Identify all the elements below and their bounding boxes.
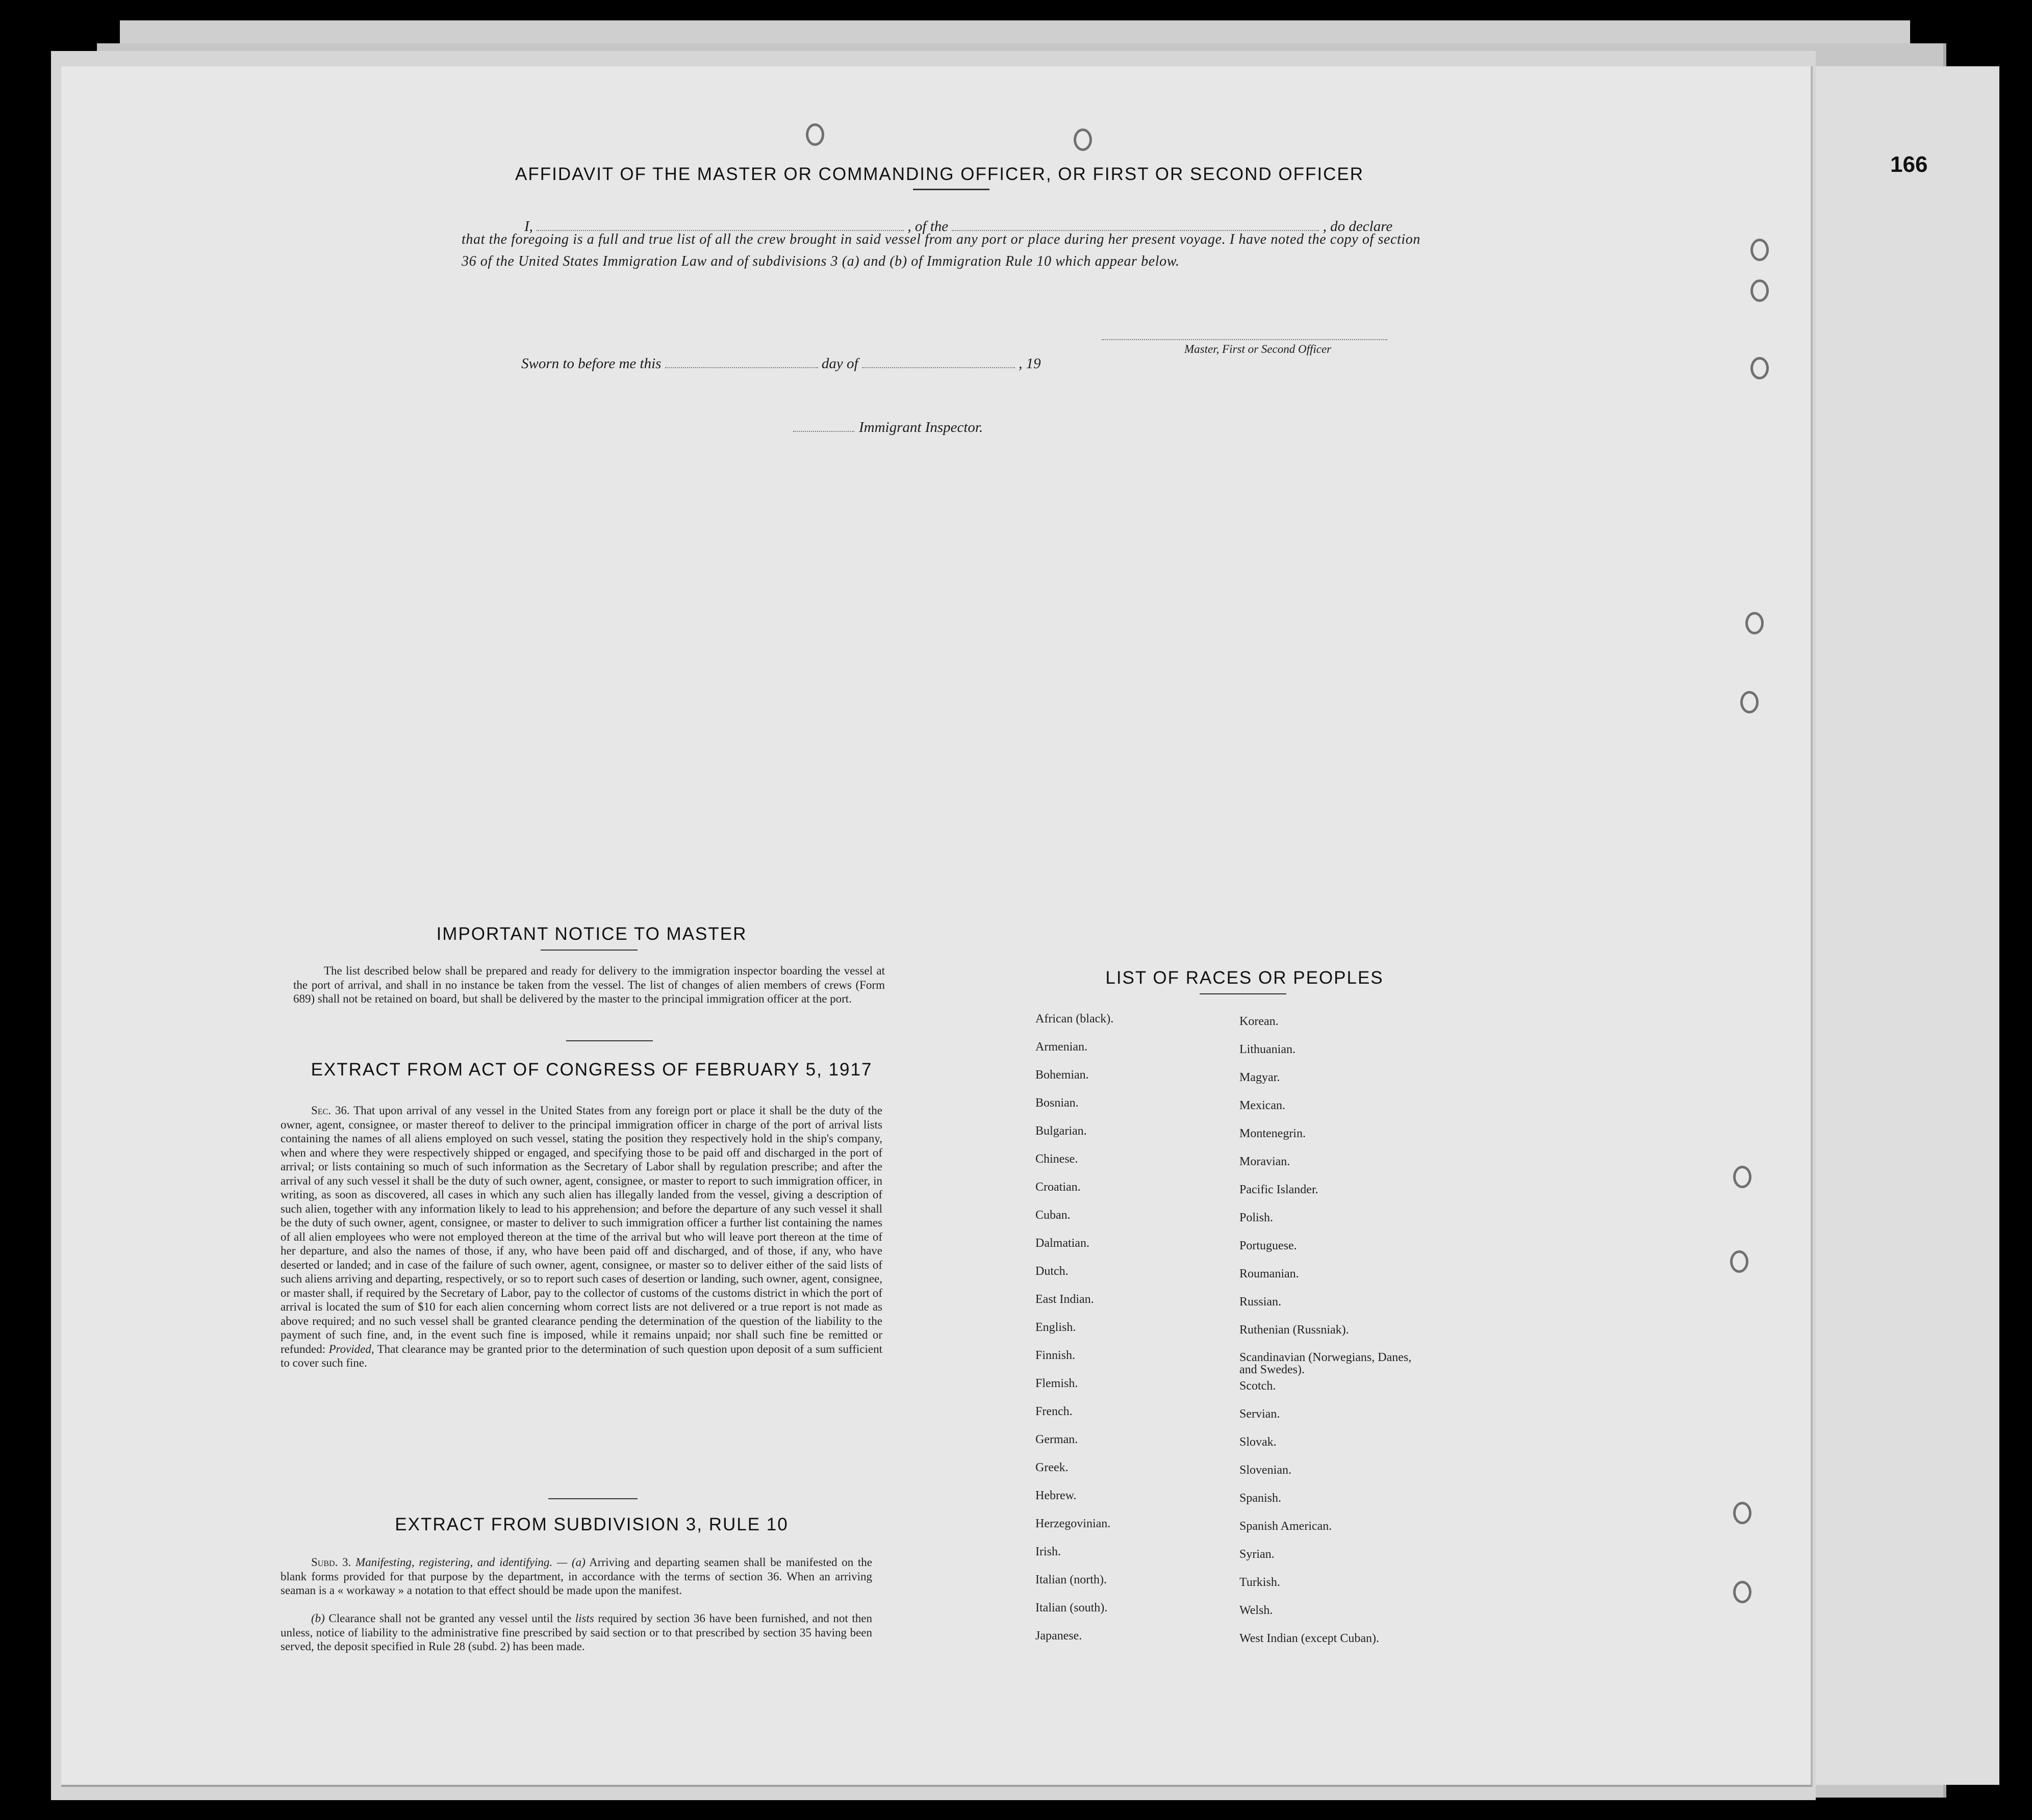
inspector-caption: Immigrant Inspector. (859, 419, 983, 435)
subd-b-text-1: Clearance shall not be granted any vessel until the (328, 1612, 572, 1625)
race-entry: Herzegovinian. (1035, 1517, 1111, 1530)
race-entry: Turkish. (1239, 1576, 1280, 1589)
inspector-signature-line[interactable] (793, 431, 854, 432)
race-entry: Russian. (1239, 1295, 1282, 1309)
affidavit-of-the: , of the (907, 218, 949, 235)
race-entry: Moravian. (1239, 1155, 1290, 1168)
race-entry: Polish. (1239, 1211, 1274, 1224)
race-entry: Finnish. (1035, 1349, 1076, 1362)
section-divider (566, 1040, 653, 1041)
sworn-prefix: Sworn to before me this (521, 355, 662, 372)
sworn-day-of: day of (821, 355, 858, 372)
signature-line[interactable] (1102, 339, 1387, 340)
punch-hole (1750, 279, 1769, 302)
race-entry: Italian (south). (1035, 1601, 1108, 1614)
signature-caption: Master, First or Second Officer (1184, 343, 1332, 355)
race-entry: French. (1035, 1405, 1073, 1418)
affidavit-i: I, (524, 218, 533, 235)
page-number: 166 (1890, 152, 1928, 177)
race-entry: Servian. (1239, 1407, 1280, 1421)
notice-body: The list described below shall be prepared and ready for delivery to the immigration inspector boarding the vessel at the port of arrival, and shall in no instance be taken from the vessel. The list of changes of alien members of crews (Form 689) shall not be retained on board, but shall be delivered by the master to the principal immigration officer at the port. (293, 964, 885, 1005)
provided-label: Provided, (328, 1342, 374, 1355)
race-entry: Scandinavian (Norwegians, Danes, and Swedes). (1239, 1351, 1412, 1376)
race-entry: Bohemian. (1035, 1068, 1089, 1082)
subd-b-text-2: required by section 36 have been furnished, and not then unless, notice of liability to the administrative fine prescribed by said section or to that prescribed by section 35 having been served, the deposit specified in Rule 28 (subd. 2) has been made. (281, 1612, 873, 1653)
act-extract-heading: EXTRACT FROM ACT OF CONGRESS OF FEBRUARY 5, 1917 (311, 1060, 873, 1080)
heading-rule (541, 950, 638, 951)
provided-text: That clearance may be granted prior to the determination of such question upon deposit of a sum sufficient to cover such fine. (281, 1342, 882, 1369)
adjacent-page (1816, 66, 1999, 1785)
race-entry: West Indian (except Cuban). (1239, 1632, 1379, 1645)
punch-hole (1750, 239, 1769, 261)
race-entry: Slovak. (1239, 1436, 1277, 1449)
race-entry: East Indian. (1035, 1293, 1094, 1306)
race-entry: Greek. (1035, 1461, 1069, 1474)
race-entry: Portuguese. (1239, 1239, 1297, 1252)
races-left-column (1035, 1012, 1260, 1657)
act-extract-body (281, 1104, 882, 1370)
race-entry: Spanish. (1239, 1492, 1282, 1505)
race-entry: Irish. (1035, 1545, 1061, 1558)
race-entry: Slovenian. (1239, 1464, 1291, 1477)
subd-b-label: (b) (311, 1612, 325, 1625)
section-divider (548, 1498, 638, 1499)
race-entry: Ruthenian (Russniak). (1239, 1323, 1349, 1337)
subd-a-text: Arriving and departing seamen shall be manifested on the blank forms provided for that purpose by the department, in accordance with the terms of section 36. When an arriving seaman is a « workaway » a notation to that effect should be made upon the manifest. (281, 1556, 873, 1597)
race-entry: Welsh. (1239, 1604, 1273, 1617)
race-entry: Armenian. (1035, 1040, 1087, 1054)
punch-hole (1074, 129, 1092, 151)
race-entry: Hebrew. (1035, 1489, 1077, 1502)
punch-hole (1730, 1250, 1748, 1273)
races-heading: LIST OF RACES OR PEOPLES (1105, 968, 1384, 988)
affidavit-body: that the foregoing is a full and true list of all the crew brought in said vessel from any port or place during her present voyage. I have noted the copy of section 36 of the United States Immigration Law and of subdivisions 3 (a) and (b) of Immigration Rule 10 which appear below. (462, 232, 1420, 269)
sworn-day-blank[interactable] (665, 367, 818, 368)
race-entry: Japanese. (1035, 1629, 1082, 1643)
race-entry: English. (1035, 1321, 1076, 1334)
race-entry: Pacific Islander. (1239, 1183, 1318, 1196)
sworn-month-blank[interactable] (862, 367, 1015, 368)
race-entry: Cuban. (1035, 1209, 1071, 1222)
race-entry: Magyar. (1239, 1071, 1280, 1084)
subd-title: Manifesting, registering, and identifying. (355, 1556, 553, 1569)
subd-label: Subd. 3. (311, 1556, 351, 1569)
race-entry: Korean. (1239, 1015, 1279, 1028)
race-entry: Mexican. (1239, 1099, 1285, 1112)
race-entry: Italian (north). (1035, 1573, 1107, 1586)
heading-rule (1200, 993, 1286, 994)
race-entry: Flemish. (1035, 1377, 1078, 1390)
race-entry: Montenegrin. (1239, 1127, 1306, 1140)
race-entry: Bosnian. (1035, 1096, 1079, 1110)
sworn-year: , 19 (1019, 355, 1041, 372)
race-entry: African (black). (1035, 1012, 1114, 1026)
punch-hole (1745, 612, 1764, 634)
races-right-column (1239, 1015, 1464, 1660)
race-entry: Lithuanian. (1239, 1043, 1296, 1056)
punch-hole (1733, 1166, 1751, 1188)
race-entry: German. (1035, 1433, 1078, 1446)
subd-b-lists: lists (575, 1612, 594, 1625)
subd-a-label: — (a) (556, 1556, 586, 1569)
race-entry: Scotch. (1239, 1379, 1276, 1393)
race-entry: Chinese. (1035, 1152, 1078, 1166)
punch-hole (1740, 691, 1759, 713)
punch-hole (1750, 357, 1769, 379)
sec-36-text: That upon arrival of any vessel in the United States from any foreign port or place it shall be the duty of the owner, agent, consignee, or master thereof to deliver to the principal immigration officer in charge of the port of arrival lists containing the names of all aliens employed on such vessel, stating the position they respectively hold in the ship's company, when and where they were respectively shipped or engaged, and specifying those to be paid off and discharged in the port of arrival; or lists containing so much of such information as the Secretary of Labor shall by regulation prescribe; and after the arrival of any such vessel it shall be the duty of such owner, agent, consignee, or master to report to such immigration officer, in writing, as soon as discovered, all cases in which any such alien has illegally landed from the vessel, giving a description of such alien, together with any information likely to lead to his apprehension; and before the departure of any such vessel it shall be the duty of such owner, agent, consignee, or master to deliver to such immigration officer a further list containing the names of all alien employees who were not employed thereon at the time of the arrival but who will leave port thereon at the time of her departure, and also the names of those, if any, who have been paid off and discharged, and of those, if any, who have deserted or landed; and in case of the failure of such owner, agent, consignee, or master so to deliver either of the said lists of such aliens arriving and departing, respectively, or so to report such cases of desertion or landing, such owner, agent, consignee, or master shall, if required by the Secretary of Labor, pay to the collector of customs of the customs district in which the port of arrival is located the sum of $10 for each alien concerning whom correct lists are not delivered or a true report is not made as above required; and no such vessel shall be granted clearance pending the determination of the question of the liability to the payment of such fine, and, in the event such fine is imposed, while it remains unpaid; nor shall such fine be remitted or refunded: (281, 1104, 882, 1355)
punch-hole (1733, 1581, 1751, 1603)
punch-hole (806, 123, 824, 146)
race-entry: Croatian. (1035, 1181, 1081, 1194)
rule-extract-a (281, 1555, 872, 1598)
rule-extract-heading: EXTRACT FROM SUBDIVISION 3, RULE 10 (395, 1515, 789, 1534)
race-entry: Roumanian. (1239, 1267, 1299, 1280)
notice-heading: IMPORTANT NOTICE TO MASTER (436, 924, 747, 944)
sworn-line (521, 355, 1041, 372)
race-entry: Dalmatian. (1035, 1237, 1089, 1250)
race-entry: Bulgarian. (1035, 1124, 1087, 1138)
sec-label: Sec. 36. (311, 1104, 350, 1117)
race-entry: Spanish American. (1239, 1520, 1332, 1533)
race-entry: Syrian. (1239, 1548, 1275, 1561)
race-entry: Dutch. (1035, 1265, 1069, 1278)
affidavit-do-declare: , do declare (1323, 218, 1393, 235)
heading-rule (913, 189, 989, 190)
affidavit-heading: AFFIDAVIT OF THE MASTER OR COMMANDING OFFICER, OR FIRST OR SECOND OFFICER (515, 164, 1364, 184)
punch-hole (1733, 1502, 1751, 1524)
rule-extract-b (281, 1611, 872, 1654)
